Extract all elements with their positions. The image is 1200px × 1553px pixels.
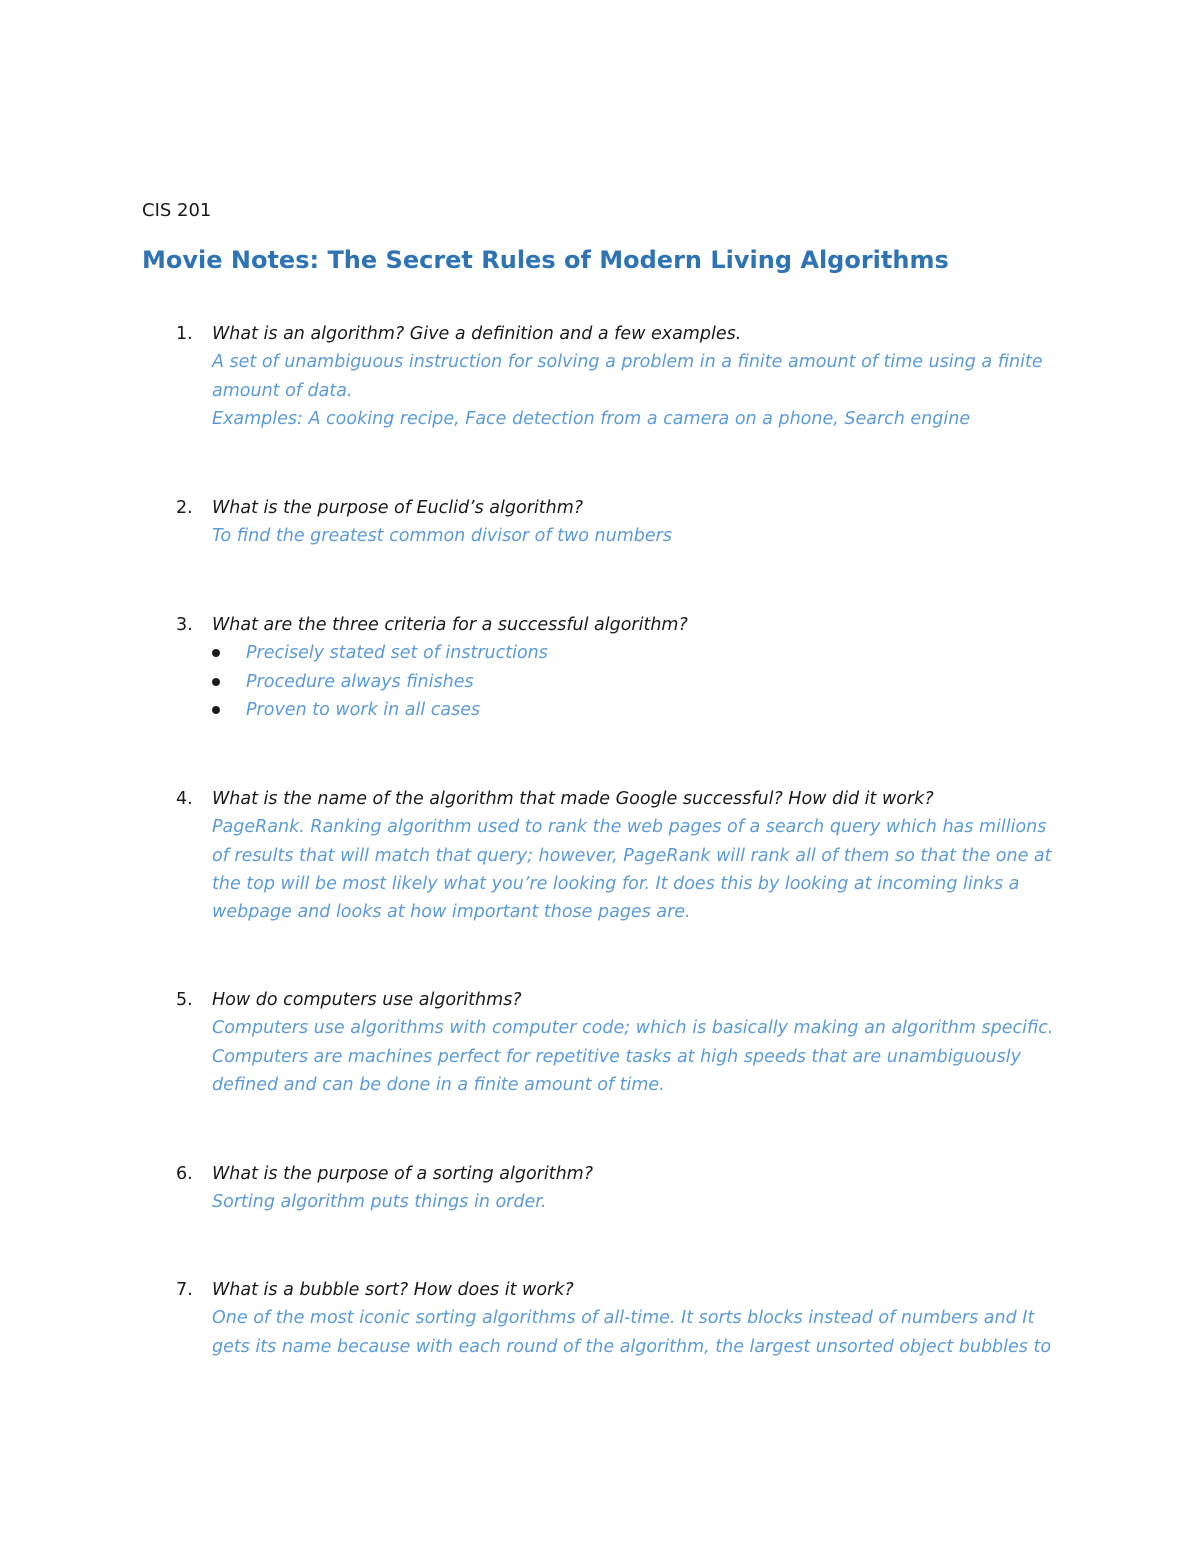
list-item xyxy=(176,639,1056,667)
answer-line: of results that will match that query; however, PageRank will rank all of them so that the one at xyxy=(212,845,1052,866)
question-text: How do computers use algorithms? xyxy=(212,990,522,1010)
question-number: 4. xyxy=(176,789,193,809)
question-number: 6. xyxy=(176,1164,193,1184)
question-text: What is the purpose of Euclid’s algorithm? xyxy=(212,498,584,518)
bullet-text: Proven to work in all cases xyxy=(246,699,481,720)
question-number: 5. xyxy=(176,990,193,1010)
question-text: What is the name of the algorithm that made Google successful? How did it work? xyxy=(212,789,934,809)
answer-line: PageRank. Ranking algorithm used to rank the web pages of a search query which has millions xyxy=(212,817,1047,838)
question-text: What is an algorithm? Give a definition and a few examples. xyxy=(212,324,742,344)
bullet-text: Procedure always finishes xyxy=(246,671,474,692)
question-item-4 xyxy=(176,785,1056,926)
answer-line: the top will be most likely what you’re looking for. It does this by looking at incoming links a xyxy=(212,873,1020,894)
answer-line: Sorting algorithm puts things in order. xyxy=(212,1192,547,1213)
question-item-5 xyxy=(176,986,1056,1099)
question-text: What is a bubble sort? How does it work? xyxy=(212,1280,574,1300)
question-item-1 xyxy=(176,320,1056,433)
question-text: What are the three criteria for a successful algorithm? xyxy=(212,615,688,635)
bullet-text: Precisely stated set of instructions xyxy=(246,643,548,664)
answer-line: webpage and looks at how important those pages are. xyxy=(212,902,691,923)
answer-line: amount of data. xyxy=(212,380,353,401)
answer-line: Computers are machines perfect for repetitive tasks at high speeds that are unambiguously xyxy=(212,1046,1021,1067)
bullet-icon xyxy=(212,649,220,657)
question-number: 7. xyxy=(176,1280,193,1300)
bullet-icon xyxy=(212,706,220,714)
question-item-6 xyxy=(176,1160,1056,1217)
answer-line: To find the greatest common divisor of two numbers xyxy=(212,526,672,547)
answer-line: Computers use algorithms with computer code; which is basically making an algorithm specific. xyxy=(212,1018,1054,1039)
question-number: 2. xyxy=(176,498,193,518)
answer-line: A set of unambiguous instruction for solving a problem in a finite amount of time using a finite xyxy=(212,352,1043,373)
list-item xyxy=(176,668,1056,696)
answer-line: gets its name because with each round of the algorithm, the largest unsorted object bubbles to xyxy=(212,1336,1052,1357)
answer-line: Examples: A cooking recipe, Face detection from a camera on a phone, Search engine xyxy=(212,408,971,429)
answer-line: One of the most iconic sorting algorithms of all-time. It sorts blocks instead of numbers and It xyxy=(212,1308,1035,1329)
question-item-3 xyxy=(176,611,1056,724)
question-text: What is the purpose of a sorting algorithm? xyxy=(212,1164,593,1184)
answer-line: defined and can be done in a finite amount of time. xyxy=(212,1074,665,1095)
criteria-list xyxy=(176,639,1056,724)
course-code: CIS 201 xyxy=(142,200,212,221)
question-number: 1. xyxy=(176,324,193,344)
document-title: Movie Notes: The Secret Rules of Modern Living Algorithms xyxy=(142,246,949,274)
question-item-7 xyxy=(176,1276,1056,1361)
question-item-2 xyxy=(176,494,1056,551)
question-number: 3. xyxy=(176,615,193,635)
bullet-icon xyxy=(212,678,220,686)
list-item xyxy=(176,696,1056,724)
